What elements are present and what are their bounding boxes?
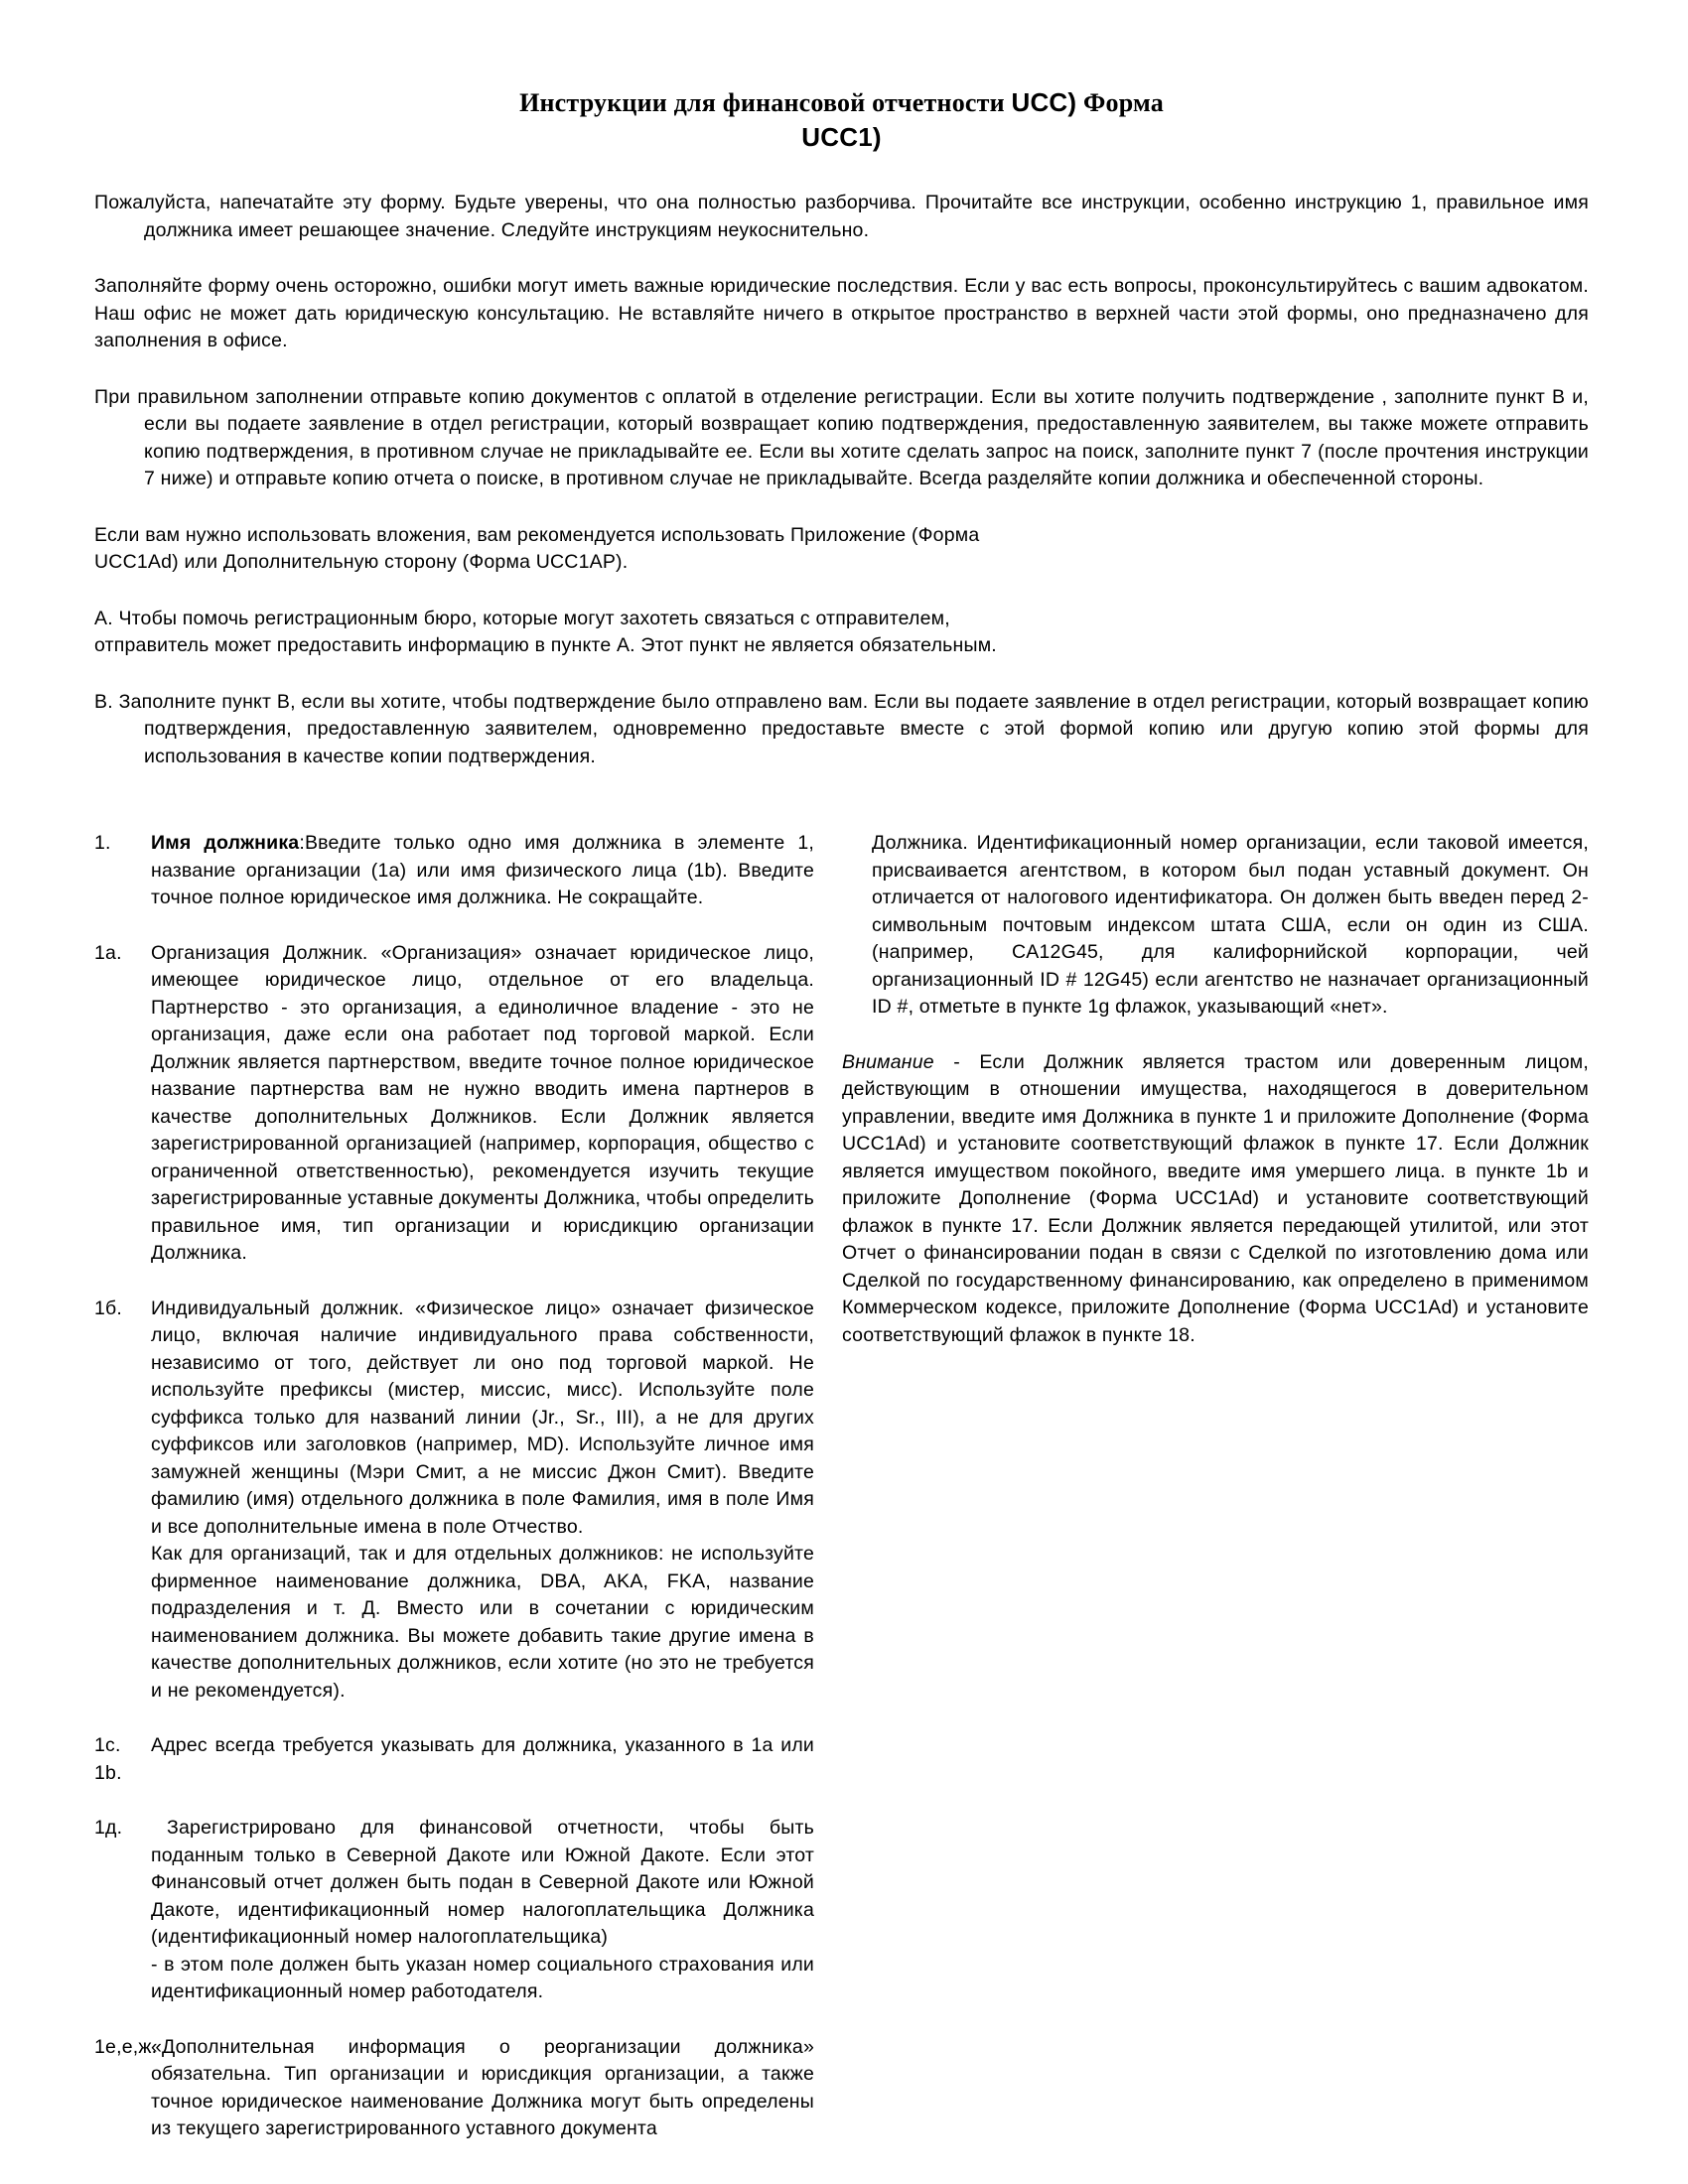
list-item-1a <box>94 940 814 1268</box>
list-item-1d <box>94 1815 814 2006</box>
list-item-1d-text-1: Зарегистрировано для финансовой отчетности, чтобы быть поданным только в Северной Дакоте или Южной Дакоте. Если этот Финансовый отчет должен быть подан в Северной Дакоте или Южной Дакоте, идентификационный номер налогоплательщика Должника (идентификационный номер налогоплательщика) <box>151 1817 814 1948</box>
attention-paragraph: Внимание - Если Должник является трастом или доверенным лицом, действующим в отношении имущества, находящегося в доверительном управлении, введите имя Должника в пункте 1 и приложите Дополнение (Форма UCC1Ad) и установите соответствующий флажок в пункте 17. Если Должник является имуществом покойного, введите имя умершего лица. в пункте 1b и приложите Дополнение (Форма UCC1Ad) и установите соответствующий флажок в пункте 17. Если Должник является передающей утилитой, или этот Отчет о финансировании подан в связи с Сделкой по изготовлению дома или Сделкой по государственному финансированию, как определено в применимом Коммерческом кодексе, приложите Дополнение (Форма UCC1Ad) и установите соответствующий флажок в пункте 18. <box>842 1050 1589 1346</box>
list-item-1c <box>94 1732 814 1787</box>
list-item-1b <box>94 1296 814 1706</box>
list-item-1b-marker: 1б. <box>94 1297 123 1319</box>
list-item-1d-text-2: - в этом поле должен быть указан номер социального страхования или идентификационный номер работодателя. <box>151 1953 814 2002</box>
list-item-1efg-marker: 1е,е,ж. <box>94 2035 158 2058</box>
intro-paragraph-1: Пожалуйста, напечатайте эту форму. Будьте уверены, что она полностью разборчива. Прочитайте все инструкции, особенно инструкцию 1, правильное имя должника имеет решающее значение. Следуйте инструкциям неукоснительно. <box>94 192 1589 241</box>
list-item-1-text: Имя должника:Введите только одно имя должника в элементе 1, название организации (1a) или имя физического лица (1b). Введите точное полное юридическое имя должника. Не сокращайте. <box>151 832 814 908</box>
intro-paragraph-item-a: А. Чтобы помочь регистрационным бюро, которые могут захотеть связаться с отправителем, отправитель может предоставить информацию в пункте А. Этот пункт не является обязательным. <box>94 607 997 656</box>
page-title-line2: UCC1) <box>801 122 882 152</box>
list-item-1a-text: Организация Должник. «Организация» означает юридическое лицо, имеющее юридическое лицо, отдельное от его владельца. Партнерство - это организация, а единоличное владение - это не организация, даже если она работает под торговой маркой. Если Должник является партнерством, введите точное полное юридическое название партнерства вам не нужно вводить имена партнеров в качестве дополнительных Должников. Если Должник является зарегистрированной организацией (например, корпорация, общество с ограниченной ответственностью), рекомендуется изучить текущие зарегистрированные уставные документы Должника, чтобы определить правильное имя, тип организации и юрисдикцию организации Должника. <box>151 941 814 1264</box>
instructions-columns <box>94 830 1589 2171</box>
list-item-1b-text-1: Индивидуальный должник. «Физическое лицо» означает физическое лицо, включая наличие индивидуального права собственности, независимо от того, действует ли оно под торговой маркой. Не используйте префиксы (мистер, миссис, мисс). Используйте поле суффикса только для названий линии (Jr., Sr., III), а не для других суффиксов или заголовков (например, MD). Используйте личное имя замужней женщины (Мэри Смит, а не миссис Джон Смит). Введите фамилию (имя) отдельного должника в поле Фамилия, имя в поле Имя и все дополнительные имена в поле Отчество. <box>151 1297 814 1538</box>
intro-paragraph-attachments: Если вам нужно использовать вложения, вам рекомендуется использовать Приложение (Форма UCC1Ad) или Дополнительную сторону (Форма UCC1AP). <box>94 523 980 573</box>
list-item-1efg <box>94 2034 814 2143</box>
title-text-serif-2: Форма <box>1076 88 1164 117</box>
intro-paragraph-2: Заполняйте форму очень осторожно, ошибки могут иметь важные юридические последствия. Если у вас есть вопросы, проконсультируйтесь с вашим адвокатом. Наш офис не может дать юридическую консультацию. Не вставляйте ничего в открытое пространство в верхней части этой формы, оно предназначено для заполнения в офисе. <box>94 275 1589 351</box>
page-title <box>94 85 1589 154</box>
list-item-1a-marker: 1a. <box>94 941 122 964</box>
instructions-column-right <box>842 830 1589 2171</box>
intro-paragraph-3: При правильном заполнении отправьте копию документов с оплатой в отделение регистрации. Если вы хотите получить подтверждение , заполните пункт В и, если вы подаете заявление в отдел регистрации, который возвращает копию подтверждения, предоставленную заявителем, вы также можете отправить копию подтверждения, в противном случае не прикладывайте ее. Если вы хотите сделать запрос на поиск, заполните пункт 7 (после прочтения инструкции 7 ниже) и отправьте копию отчета о поиске, в противном случае не прикладывайте. Всегда разделяйте копии должника и обеспеченной стороны. <box>94 385 1589 489</box>
list-item-1c-marker: 1c. <box>94 1734 121 1756</box>
attention-lead: Внимание <box>842 1050 934 1073</box>
continuation-paragraph: Должника. Идентификационный номер организации, если таковой имеется, присваивается агентством, в котором был подан уставный документ. Он отличается от налогового идентификатора. Он должен быть введен перед 2-символьным почтовым индексом штата США, если он один из США. (например, CA12G45, для калифорнийской корпорации, чей организационный ID # 12G45) если агентство не назначает организационный ID #, отметьте в пункте 1g флажок, указывающий «нет». <box>872 832 1589 1018</box>
title-text-serif-1: Инструкции для финансовой отчетности <box>519 88 1012 117</box>
intro-paragraph-item-b: В. Заполните пункт В, если вы хотите, чтобы подтверждение было отправлено вам. Если вы подаете заявление в отдел регистрации, который возвращает копию подтверждения, предоставленную заявителем, одновременно предоставьте вместе с этой формой копию или другую копию этой формы для использования в качестве копии подтверждения. <box>94 690 1589 767</box>
list-item-1b-text-2: Как для организаций, так и для отдельных должников: не используйте фирменное наименование должника, DBA, AKA, FKA, название подразделения и т. Д. Вместо или в сочетании с юридическим наименованием должника. Вы можете добавить такие другие имена в качестве дополнительных должников, если хотите (но это не требуется и не рекомендуется). <box>151 1543 814 1702</box>
instructions-column-left <box>94 830 814 2171</box>
list-item-1c-text: 1c. Адрес всегда требуется указывать для должника, указанного в 1а или 1b. <box>94 1734 814 1784</box>
page-title-line1 <box>94 85 1589 120</box>
list-item-1 <box>94 830 814 912</box>
title-text-sans: UCC) <box>1011 87 1077 117</box>
list-item-1-lead: Имя должника <box>151 832 300 854</box>
list-item-1d-marker: 1д. <box>94 1817 123 1839</box>
list-item-1-marker: 1. <box>94 832 111 854</box>
list-item-1efg-text: «Дополнительная информация о реорганизации должника» обязательна. Тип организации и юрисдикция организации, а также точное юридическое наименование Должника могут быть определены из текущего зарегистрированного уставного документа <box>151 2035 814 2139</box>
